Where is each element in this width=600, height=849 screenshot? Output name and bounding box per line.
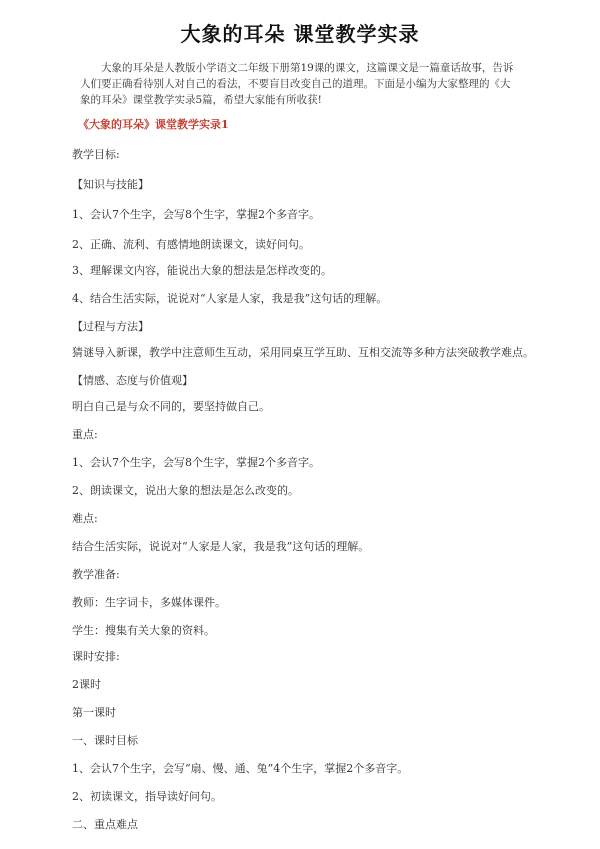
intro-paragraph: 大象的耳朵是人教版小学语文二年级下册第19课的课文，这篇课文是一篇童话故事，告诉人们要正确看待别人对自己的看法，不要盲目改变自己的道理。下面是小编为大家整理的《大象的耳朵》课堂教学实录5篇，希望大家能有所收获! — [80, 62, 514, 106]
doc-line: 4、结合生活实际，说说对“人家是人家，我是我”这句话的理解。 — [72, 292, 388, 305]
doc-line: 3、理解课文内容，能说出大象的想法是怎样改变的。 — [72, 264, 332, 277]
doc-line: 第一课时 — [72, 706, 116, 719]
doc-line: 2、正确、流利、有感情地朗读课文，读好问句。 — [72, 238, 310, 251]
doc-line: 教学准备: — [72, 568, 120, 581]
doc-line: 难点: — [72, 512, 98, 525]
section-title: 《大象的耳朵》课堂教学实录1 — [78, 118, 229, 131]
doc-line: 二、重点难点 — [72, 818, 138, 831]
doc-line: 教师：生字词卡，多媒体课件。 — [72, 596, 226, 609]
doc-line: 【过程与方法】 — [72, 320, 149, 333]
doc-line: 一、课时目标 — [72, 734, 138, 747]
doc-line: 学生：搜集有关大象的资料。 — [72, 624, 215, 637]
doc-line: 重点: — [72, 428, 98, 441]
doc-line: 2、朗读课文，说出大象的想法是怎么改变的。 — [72, 484, 299, 497]
doc-line: 猜谜导入新课，教学中注意师生互动，采用同桌互学互助、互相交流等多种方法突破教学难点。 — [72, 346, 534, 359]
doc-line: 教学目标: — [72, 148, 120, 161]
doc-line: 【知识与技能】 — [72, 178, 149, 191]
doc-line: 1、会认7个生字，会写8个生字，掌握2个多音字。 — [72, 208, 320, 221]
doc-line: 【情感、态度与价值观】 — [72, 374, 193, 387]
doc-line: 1、会认7个生字，会写“扇、慢、通、兔”4个生字，掌握2个多音字。 — [72, 762, 409, 775]
doc-line: 明白自己是与众不同的，要坚持做自己。 — [72, 400, 270, 413]
doc-line: 课时安排: — [72, 650, 120, 663]
doc-line: 2课时 — [72, 678, 101, 691]
doc-line: 1、会认7个生字，会写8个生字，掌握2个多音字。 — [72, 456, 320, 469]
document-title: 大象的耳朵 课堂教学实录 — [180, 22, 420, 46]
doc-line: 结合生活实际，说说对“人家是人家，我是我”这句话的理解。 — [72, 540, 370, 553]
doc-line: 2、初读课文，指导读好问句。 — [72, 790, 222, 803]
